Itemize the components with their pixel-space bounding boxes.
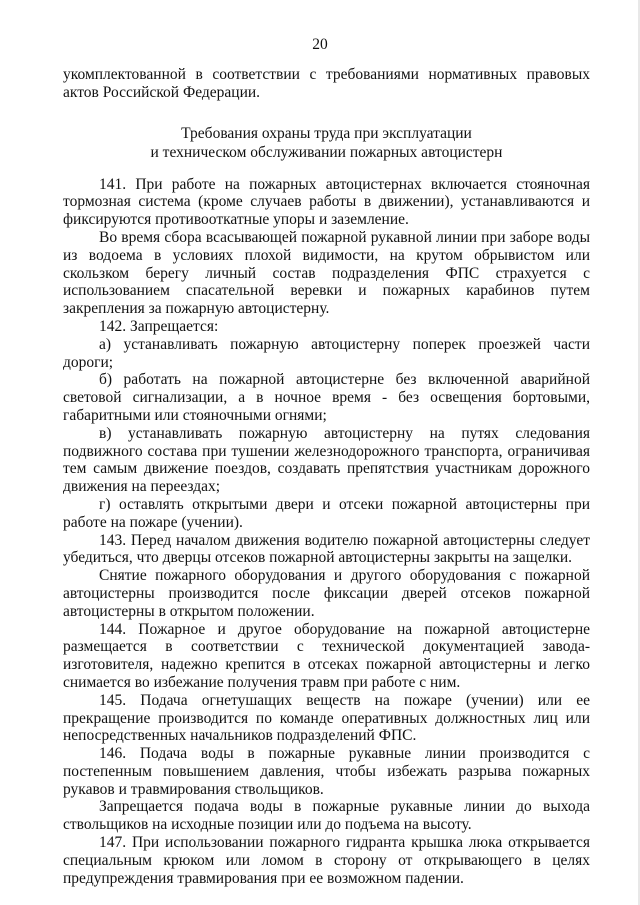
paragraph-147: 147. При использовании пожарного гидранта крышка люка открывается специальным крюком или ломом в сторону от открывающего в целях предупреждения травмирования при ее возможном падении. xyxy=(63,834,590,887)
paragraph-146-prohibition: Запрещается подача воды в пожарные рукавные линии до выхода ствольщиков на исходные позиции или до подъема на высоту. xyxy=(63,798,590,834)
paragraph-145: 145. Подача огнетушащих веществ на пожаре (учении) или ее прекращение производится по команде оперативных должностных лиц или непосредственных начальников подразделений ФПС. xyxy=(63,691,590,745)
paragraph-141: 141. При работе на пожарных автоцистернах включается стояночная тормозная система (кроме случаев работы в движении), устанавливаются и фиксируются противооткатные упоры и заземление. xyxy=(63,175,590,229)
section-heading-line-1: Требования охраны труда при эксплуатации xyxy=(181,124,472,142)
paragraph-144: 144. Пожарное и другое оборудование на пожарной автоцистерне размещается в соответствии с технической документацией завода-изготовителя, надежно крепится в отсеках пожарной автоцистерны и легко снимается во избежание получения травм при работе с ним. xyxy=(63,620,590,691)
paragraph-142-b: б) работать на пожарной автоцистерне без включенной аварийной световой сигнализации, а в ночное время - без освещения бортовыми, габаритными или стояночными огнями; xyxy=(63,371,590,424)
section-heading-line-2: и техническом обслуживании пожарных автоцистерн xyxy=(150,143,503,161)
paragraph-143: 143. Перед началом движения водителю пожарной автоцистерны следует убедиться, что дверцы отсеков пожарной автоцистерны закрыты на защелки. xyxy=(63,531,590,567)
intro-paragraph: укомплектованной в соответствии с требованиями нормативных правовых актов Российской Федерации. xyxy=(63,66,590,101)
paragraph-143-equipment: Снятие пожарного оборудования и другого оборудования с пожарной автоцистерны производится после фиксации дверей отсеков пожарной автоцистерны в открытом положении. xyxy=(63,567,590,620)
section-heading xyxy=(63,124,590,162)
paragraph-141-safety-rope: Во время сбора всасывающей пожарной рукавной линии при заборе воды из водоема в условиях плохой видимости, на крутом обрывистом или скользком берегу личный состав подразделения ФПС страхуется с использованием спасательной веревки и пожарных карабинов путем закрепления за пожарную автоцистерну. xyxy=(63,228,590,318)
paragraph-142: 142. Запрещается: xyxy=(99,317,219,335)
paragraph-142-g: г) оставлять открытыми двери и отсеки пожарной автоцистерны при работе на пожаре (учении). xyxy=(63,495,590,531)
document-body xyxy=(63,66,590,887)
paragraph-142-v: в) устанавливать пожарную автоцистерну на путях следования подвижного состава при тушении железнодорожного транспорта, ограничивая тем самым движение поездов, создавать препятствия участникам дорожного движения на переездах; xyxy=(63,424,590,496)
page-number: 20 xyxy=(312,36,328,53)
paragraph-146: 146. Подача воды в пожарные рукавные линии производится с постепенным повышением давления, чтобы избежать разрыва пожарных рукавов и травмирования ствольщиков. xyxy=(63,745,590,798)
paragraph-142-a: а) устанавливать пожарную автоцистерну поперек проезжей части дороги; xyxy=(63,335,590,371)
